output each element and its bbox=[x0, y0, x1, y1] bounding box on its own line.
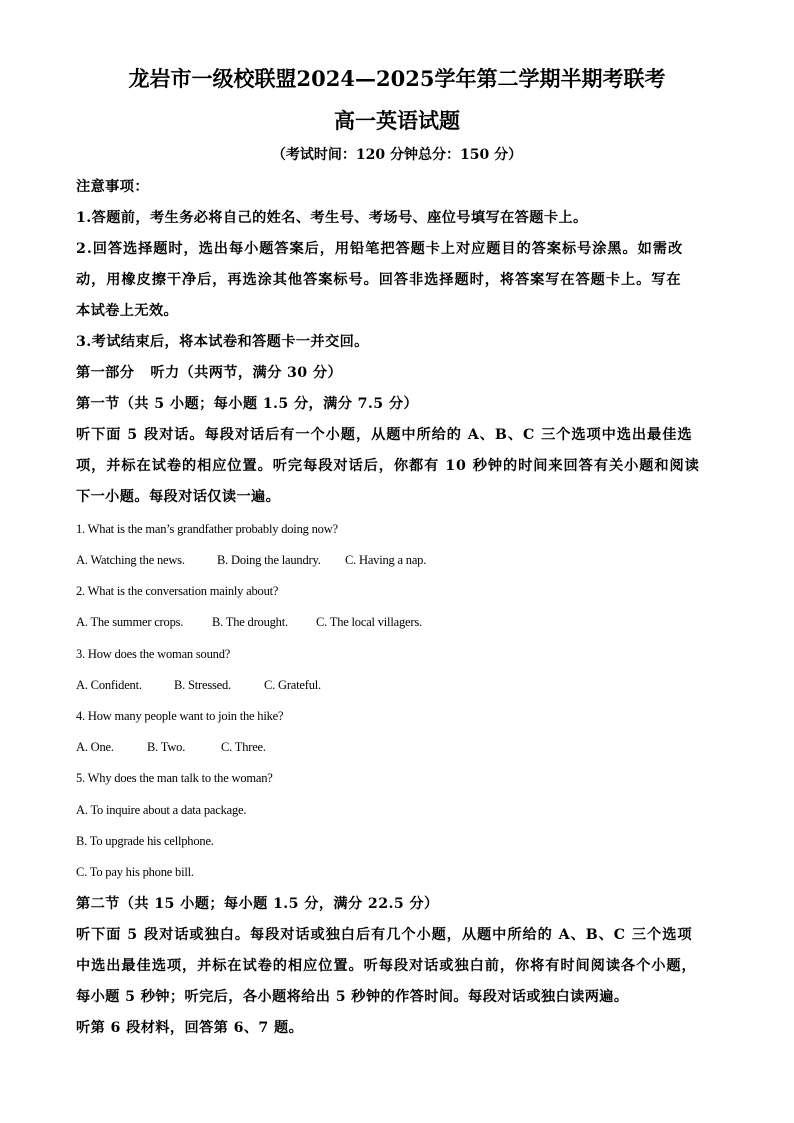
question-2-option-b: B. The drought. bbox=[212, 615, 288, 629]
question-2-option-a: A. The summer crops. bbox=[76, 615, 184, 629]
question-2-option-c: C. The local villagers. bbox=[316, 615, 422, 629]
section1-instruction-line-2: 项，并标在试卷的相应位置。听完每段对话后，你都有 10 秒钟的时间来回答有关小题和阅读 bbox=[76, 458, 700, 474]
note-item-2-line-1: 2.回答选择题时，选出每小题答案后，用铅笔把答题卡上对应题目的答案标号涂黑。如需改 bbox=[76, 241, 684, 257]
question-5-stem: 5. Why does the man talk to the woman? bbox=[76, 771, 273, 785]
exam-title: 龙岩市一级校联盟2024—2025学年第二学期半期考联考 bbox=[128, 66, 666, 91]
question-1-option-a: A. Watching the news. bbox=[76, 553, 185, 567]
question-5-option-a: A. To inquire about a data package. bbox=[76, 803, 247, 817]
question-2-options bbox=[76, 616, 724, 629]
question-4-option-c: C. Three. bbox=[221, 740, 266, 754]
part1-heading: 第一部分 听力（共两节，满分 30 分） bbox=[76, 365, 343, 381]
section2-instruction-line-3: 每小题 5 秒钟；听完后，各小题将给出 5 秒钟的作答时间。每段对话或独白读两遍。 bbox=[76, 989, 629, 1005]
section1-instruction-line-3: 下一小题。每段对话仅读一遍。 bbox=[76, 489, 281, 505]
question-1-option-c: C. Having a nap. bbox=[345, 553, 427, 567]
section2-material-6: 听第 6 段材料，回答第 6、7 题。 bbox=[76, 1020, 304, 1036]
exam-time-info: （考试时间：120 分钟总分：150 分） bbox=[271, 147, 523, 163]
question-3-option-a: A. Confident. bbox=[76, 678, 142, 692]
question-1-option-b: B. Doing the laundry. bbox=[217, 553, 321, 567]
note-item-3: 3.考试结束后，将本试卷和答题卡一并交回。 bbox=[76, 334, 369, 350]
note-item-2-line-3: 本试卷上无效。 bbox=[76, 303, 179, 319]
question-3-option-b: B. Stressed. bbox=[174, 678, 231, 692]
question-4-options bbox=[76, 741, 724, 754]
question-2-stem: 2. What is the conversation mainly about? bbox=[76, 584, 279, 598]
note-item-1: 1.答题前，考生务必将自己的姓名、考生号、考场号、座位号填写在答题卡上。 bbox=[76, 210, 588, 226]
question-3-stem: 3. How does the woman sound? bbox=[76, 647, 231, 661]
question-4-stem: 4. How many people want to join the hike? bbox=[76, 709, 284, 723]
question-5-option-b: B. To upgrade his cellphone. bbox=[76, 834, 214, 848]
section2-instruction-line-1: 听下面 5 段对话或独白。每段对话或独白后有几个小题，从题中所给的 A、B、C 三个选项 bbox=[76, 927, 693, 943]
question-3-options bbox=[76, 679, 724, 692]
question-4-option-b: B. Two. bbox=[147, 740, 186, 754]
question-1-stem: 1. What is the man’s grandfather probably doing now? bbox=[76, 522, 338, 536]
question-1-options bbox=[76, 554, 724, 567]
section1-heading: 第一节（共 5 小题；每小题 1.5 分，满分 7.5 分） bbox=[76, 396, 419, 412]
exam-subtitle: 高一英语试题 bbox=[334, 108, 460, 133]
question-5-option-c: C. To pay his phone bill. bbox=[76, 865, 194, 879]
note-item-2-line-2: 动，用橡皮擦干净后，再选涂其他答案标号。回答非选择题时，将答案写在答题卡上。写在 bbox=[76, 272, 682, 288]
section2-heading: 第二节（共 15 小题；每小题 1.5 分，满分 22.5 分） bbox=[76, 896, 439, 912]
question-3-option-c: C. Grateful. bbox=[264, 678, 321, 692]
section1-instruction-line-1: 听下面 5 段对话。每段对话后有一个小题，从题中所给的 A、B、C 三个选项中选出最佳选 bbox=[76, 427, 693, 443]
question-4-option-a: A. One. bbox=[76, 740, 114, 754]
notes-heading: 注意事项： bbox=[76, 179, 149, 195]
section2-instruction-line-2: 中选出最佳选项，并标在试卷的相应位置。听每段对话或独白前，你将有时间阅读各个小题， bbox=[76, 958, 697, 974]
